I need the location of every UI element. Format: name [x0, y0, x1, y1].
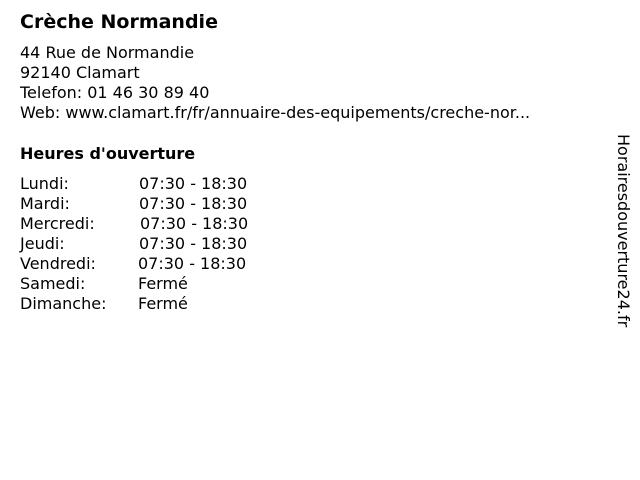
city-address: 92140 Clamart	[20, 63, 140, 82]
day-label: Jeudi:	[20, 234, 65, 253]
opening-hours-title: Heures d'ouverture	[20, 144, 196, 163]
day-hours: Fermé	[138, 274, 188, 293]
day-label: Mardi:	[20, 194, 70, 213]
street-address: 44 Rue de Normandie	[20, 43, 195, 62]
day-hours: 07:30 - 18:30	[139, 174, 248, 193]
day-hours: Fermé	[138, 294, 188, 313]
website-link: Web: www.clamart.fr/fr/annuaire-des-equipements/creche-nor...	[20, 103, 531, 122]
day-label: Mercredi:	[20, 214, 95, 233]
site-brand	[610, 134, 636, 344]
day-label: Samedi:	[20, 274, 86, 293]
contact-block	[20, 43, 530, 123]
phone-number: Telefon: 01 46 30 89 40	[20, 83, 210, 102]
day-label: Vendredi:	[20, 254, 96, 273]
day-hours: 07:30 - 18:30	[139, 234, 248, 253]
site-brand-label: Horairesdouverture24.fr	[614, 134, 633, 328]
day-hours: 07:30 - 18:30	[139, 194, 248, 213]
day-label: Lundi:	[20, 174, 69, 193]
day-hours: 07:30 - 18:30	[140, 214, 249, 233]
business-name: Crèche Normandie	[20, 11, 218, 33]
day-hours: 07:30 - 18:30	[138, 254, 247, 273]
day-label: Dimanche:	[20, 294, 107, 313]
